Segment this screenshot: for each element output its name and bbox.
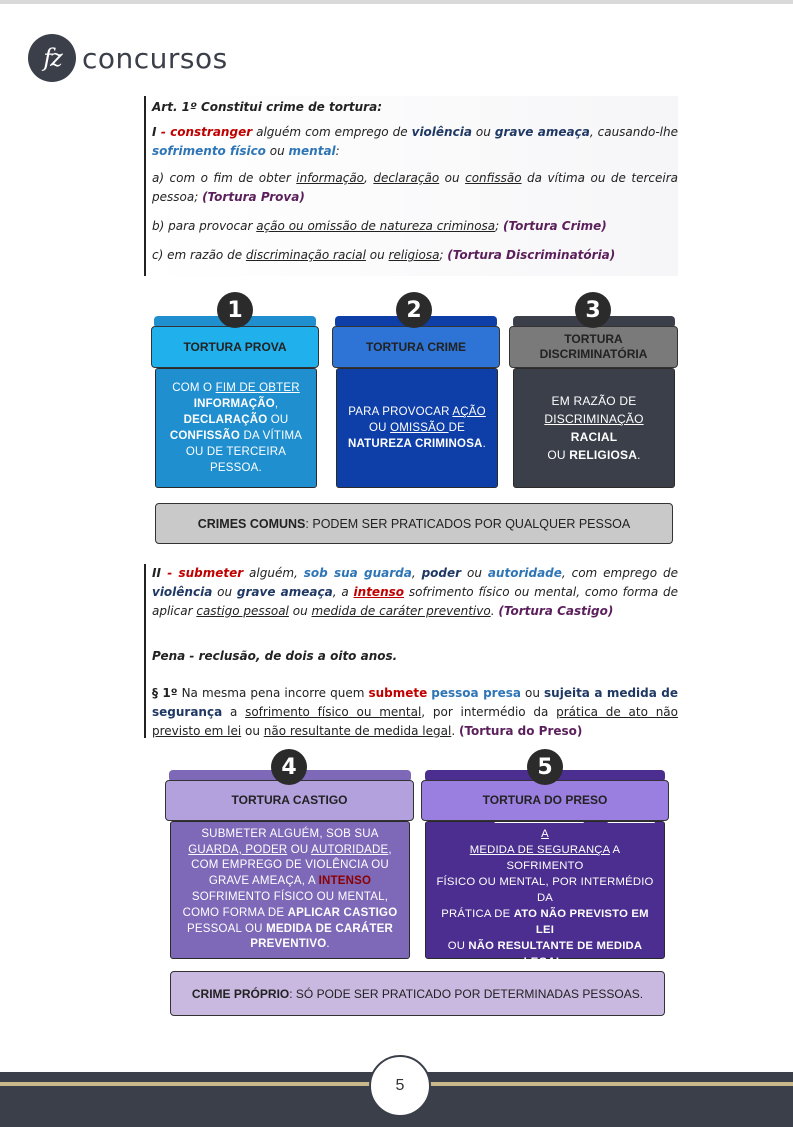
inc1-numeral: I [152, 125, 157, 139]
card1-line [162, 428, 310, 444]
card1-title: TORTURA PROVA [183, 339, 287, 354]
alinea-c-text: ou [365, 248, 389, 262]
par1-text: a [222, 705, 246, 719]
card3-title-line: DISCRIMINATÓRIA [539, 347, 648, 361]
card4-text-span: GRAVE AMEAÇA, A [208, 875, 319, 888]
card4-text-span: . [326, 938, 330, 951]
par1-tag: (Tortura do Preso) [458, 724, 583, 738]
inc2-poder: poder [421, 566, 462, 580]
card4-line [183, 874, 398, 890]
card5-text-span: A SOFRIMENTO [506, 844, 621, 872]
page-number: 5 [369, 1055, 431, 1117]
alinea-c-text: c) em razão de [152, 248, 246, 262]
card5-medida-seguranca: MEDIDA DE SEGURANÇA [469, 844, 610, 856]
card2-header [332, 326, 500, 368]
inc2-text: . [490, 604, 499, 618]
card1-line [162, 396, 310, 412]
card2-text-span: PARA PROVOCAR [348, 406, 453, 418]
card4-intenso: INTENSO [318, 875, 372, 888]
alinea-a-text: , [364, 171, 374, 185]
par1-sujeita: sujeita a medida de segurança [152, 686, 678, 719]
card2-text-span: OU [369, 422, 391, 434]
page-top-edge [0, 0, 793, 4]
inc2-text: ou [212, 585, 237, 599]
inciso-2-text [152, 564, 678, 621]
alinea-a-informacao: informação [296, 171, 365, 185]
alinea-a-declaracao: declaração [373, 171, 440, 185]
card1-body [155, 368, 317, 488]
card1-text-span: , [274, 398, 279, 410]
card1-text-span: COM O [172, 382, 216, 394]
card5-sujeita: A [541, 828, 549, 840]
card5-text-span: . [562, 956, 567, 968]
par1-submete: submete [368, 686, 428, 700]
card1-line: OU DE TERCEIRA PESSOA. [185, 446, 287, 474]
card2-number: 2 [396, 292, 432, 328]
card5-header [421, 780, 669, 821]
inc2-text: ou [288, 604, 312, 618]
crime-proprio-text: : SÓ PODE SER PRATICADO POR DETERMINADAS PESSOAS. [289, 986, 644, 1001]
card2-text [348, 404, 486, 452]
card3-text-span: . [637, 448, 641, 462]
inc1-text: ou [265, 144, 289, 158]
card5-text-span: OU [447, 940, 469, 952]
card5-text-span: PRÁTICA DE [441, 908, 514, 920]
par1-pessoa-presa: pessoa presa [431, 686, 521, 700]
inc1-dash: - [156, 125, 171, 139]
card5-title: TORTURA DO PRESO [482, 793, 608, 807]
card1-number: 1 [217, 292, 253, 328]
card3-line [520, 410, 668, 446]
alinea-b-text: b) para provocar [152, 219, 257, 233]
card3-number: 3 [575, 292, 611, 328]
card4-line [183, 937, 398, 953]
par1-sofrimento: sofrimento físico ou mental [245, 705, 422, 719]
card4-text-span: OU [287, 843, 312, 856]
alinea-c-text: ; [439, 248, 448, 262]
inc1-text: , causando-lhe [589, 125, 679, 139]
art1-block [144, 96, 678, 276]
card3-header [509, 326, 678, 368]
card5-text [432, 810, 658, 970]
card4-text-span: , [388, 843, 392, 856]
card4-body [170, 821, 410, 959]
art1-alinea-a [152, 169, 678, 207]
card4-line: SUBMETER ALGUÉM, SOB SUA [201, 827, 379, 840]
card2-line [348, 436, 486, 452]
card5-line [432, 842, 658, 874]
inc2-numeral: II [152, 566, 161, 580]
card5-number: 5 [527, 749, 563, 785]
card5-line: FÍSICO OU MENTAL, POR INTERMÉDIO DA [436, 876, 654, 904]
inc2-tag: (Tortura Castigo) [498, 604, 614, 618]
card3-title [540, 332, 648, 362]
inc2-dash: - [160, 566, 179, 580]
card1-line [162, 412, 310, 428]
card1-text-span: OU [267, 414, 289, 426]
crime-proprio-bar [170, 971, 665, 1016]
card4-aplicar-castigo: APLICAR CASTIGO [287, 906, 398, 919]
alinea-c-religiosa: religiosa [388, 248, 440, 262]
alinea-b-acao: ação ou omissão de natureza criminosa [256, 219, 496, 233]
inc1-mental: mental [288, 144, 336, 158]
alinea-a-text: da vítima ou de terceira pessoa; [152, 171, 678, 204]
crimes-comuns-text: : PODEM SER PRATICADOS POR QUALQUER PESSOA [305, 516, 631, 531]
alinea-c-tag: (Tortura Discriminatória) [447, 248, 616, 262]
card2-omissao: OMISSÃO [390, 422, 449, 434]
card1-informacao: INFORMAÇÃO [193, 398, 275, 410]
card3-line: EM RAZÃO DE [551, 394, 637, 408]
inc2-text: , com emprego de [561, 566, 679, 580]
card4-header [165, 780, 414, 821]
card1-header [151, 326, 319, 368]
par1-text: ou [520, 686, 545, 700]
logo-text: concursos [82, 41, 228, 75]
inc2-submeter: submeter [178, 566, 244, 580]
par1-nao-resultante: não resultante de medida legal [263, 724, 452, 738]
par1-pratica: prática de ato não previsto em lei [152, 705, 679, 738]
card4-line [183, 922, 398, 938]
art1-inciso-1 [152, 123, 678, 161]
inc1-text: ou [471, 125, 495, 139]
card4-autoridade: AUTORIDADE [311, 843, 389, 856]
inc1-text: alguém com emprego de [252, 125, 412, 139]
art1-alinea-c [152, 246, 678, 265]
inc2-castigo: castigo pessoal [196, 604, 289, 618]
card1-text-span: DA VÍTIMA [240, 430, 303, 442]
card2-acao: AÇÃO [452, 406, 486, 418]
card2-line [348, 420, 486, 436]
inc2-text: sofrimento físico ou mental, como forma de aplicar [152, 585, 678, 618]
card3-text-span: OU [547, 448, 570, 462]
card5-body [425, 821, 665, 968]
inc1-constranger: constranger [170, 125, 253, 139]
inc1-sofrimento-fisico: sofrimento físico [152, 144, 266, 158]
paragrafo-1 [152, 684, 678, 741]
par1-text: , por intermédio da [421, 705, 557, 719]
par1-text: ou [241, 724, 264, 738]
card2-natureza: NATUREZA CRIMINOSA [348, 438, 483, 450]
card5-ato-nao-previsto: ATO NÃO PREVISTO EM LEI [513, 908, 649, 936]
card4-text-span: COMO FORMA DE [182, 906, 288, 919]
inc2-text: , a [332, 585, 354, 599]
card2-text-span: DE [448, 422, 465, 434]
card3-religiosa: RELIGIOSA [569, 448, 638, 462]
inciso-2-block [144, 564, 678, 738]
inc1-grave-ameaca: grave ameaça [494, 125, 590, 139]
card1-confissao: CONFISSÃO [169, 430, 241, 442]
card2-line [348, 404, 486, 420]
card4-text [183, 827, 398, 953]
inc2-medida: medida de caráter preventivo [311, 604, 491, 618]
inc2-intenso: intenso [353, 585, 404, 599]
logo [28, 36, 228, 80]
card3-racial: RACIAL [570, 430, 618, 444]
card4-line: COM EMPREGO DE VIOLÊNCIA OU [191, 859, 389, 872]
crimes-comuns-bar [155, 503, 673, 544]
card5-line [432, 938, 658, 970]
card5-line [432, 906, 658, 938]
card1-declaracao: DECLARAÇÃO [183, 414, 268, 426]
inc2-text: alguém, [243, 566, 304, 580]
pena-text: Pena - reclusão, de dois a oito anos. [152, 649, 398, 663]
par1-text: Na mesma pena incorre quem [177, 686, 369, 700]
inc2-violencia: violência [152, 585, 213, 599]
card4-medida: MEDIDA DE CARÁTER [266, 922, 393, 935]
inc2-text: ou [461, 566, 488, 580]
art1-alinea-b [152, 217, 678, 236]
logo-mark: fz [28, 34, 76, 82]
card4-guarda-poder: GUARDA, PODER [188, 843, 288, 856]
art1-title: Art. 1º Constitui crime de tortura: [152, 100, 382, 114]
inc2-text: , [411, 566, 422, 580]
card4-line [183, 906, 398, 922]
card2-text-span: . [482, 438, 486, 450]
alinea-a-text: ou [439, 171, 466, 185]
alinea-c-discriminacao: discriminação racial [245, 248, 366, 262]
card3-line [520, 446, 668, 464]
card2-body [336, 368, 498, 488]
card4-preventivo: PREVENTIVO [250, 938, 327, 951]
inc2-autoridade: autoridade [487, 566, 562, 580]
card1-text [162, 380, 310, 476]
inc1-text: : [335, 144, 340, 158]
card4-title: TORTURA CASTIGO [231, 793, 348, 807]
crimes-comuns-label: CRIMES COMUNS [197, 516, 306, 531]
inc1-violencia: violência [411, 125, 472, 139]
inc2-sob-guarda: sob sua guarda [303, 566, 412, 580]
card2-title: TORTURA CRIME [366, 339, 466, 354]
card3-body [513, 368, 675, 488]
alinea-a-tag: (Tortura Prova) [202, 190, 305, 204]
par1-text: . [451, 724, 459, 738]
card4-number: 4 [271, 749, 307, 785]
par1-number: § 1º [152, 686, 178, 700]
card3-title-line: TORTURA [564, 332, 623, 346]
card4-line: SOFRIMENTO FÍSICO OU MENTAL, [191, 891, 389, 903]
crime-proprio-label: CRIME PRÓPRIO [191, 986, 290, 1001]
alinea-a-text: a) com o fim de obter [152, 171, 297, 185]
card3-text [520, 392, 668, 464]
card1-line [162, 380, 310, 396]
card4-text-span: PESSOAL OU [186, 922, 267, 935]
alinea-b-tag: (Tortura Crime) [503, 219, 607, 233]
alinea-a-confissao: confissão [465, 171, 522, 185]
card5-nao-resultante: NÃO RESULTANTE DE MEDIDA LEGAL [468, 940, 643, 968]
alinea-b-text: ; [495, 219, 504, 233]
card1-fim-de-obter: FIM DE OBTER [215, 382, 300, 394]
inc2-grave-ameaca: grave ameaça [236, 585, 333, 599]
card4-line [183, 843, 398, 859]
card3-discriminacao: DISCRIMINAÇÃO [544, 412, 644, 426]
